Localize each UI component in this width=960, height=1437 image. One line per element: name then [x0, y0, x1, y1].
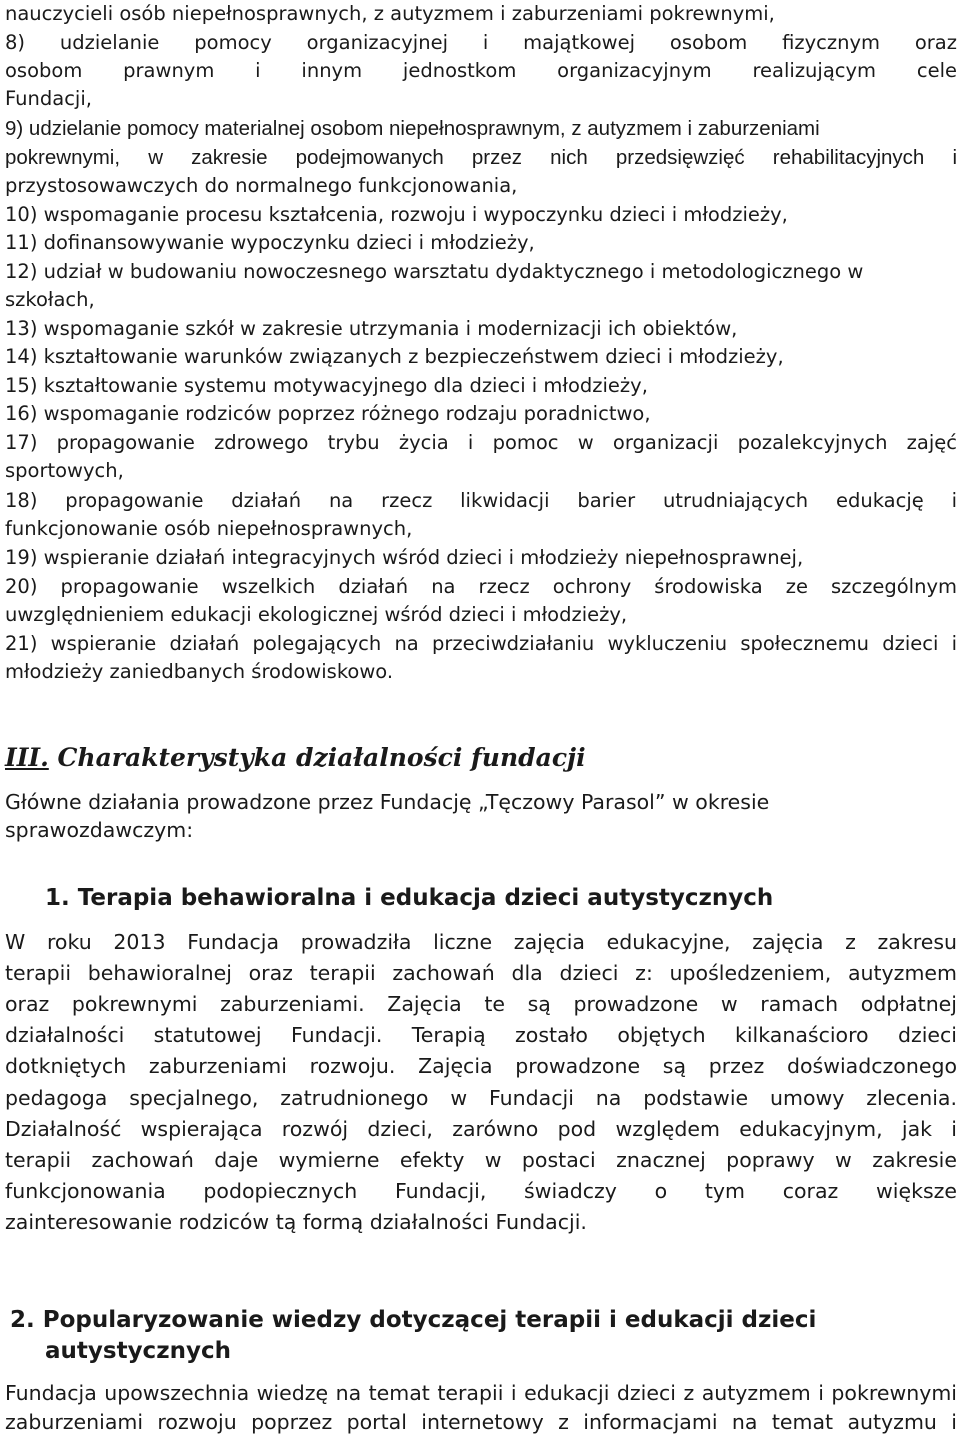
- list-line: 13) wspomaganie szkół w zakresie utrzymania i modernizacji ich obiektów,: [5, 317, 738, 340]
- subsection-heading: 1. Terapia behawioralna i edukacja dzieci autystycznych: [45, 885, 774, 911]
- section-intro: Główne działania prowadzone przez Fundację „Tęczowy Parasol” w okresie: [5, 790, 770, 814]
- list-line: uwzględnieniem edukacji ekologicznej wśród dzieci i młodzieży,: [5, 603, 628, 626]
- body-line: funkcjonowania podopiecznych Fundacji, świadczy o tym coraz większe: [5, 1179, 957, 1203]
- body-line: Fundacja upowszechnia wiedzę na temat terapii i edukacji dzieci z autyzmem i pokrewnymi: [5, 1381, 957, 1405]
- list-line: nauczycieli osób niepełnosprawnych, z autyzmem i zaburzeniami pokrewnymi,: [5, 2, 775, 25]
- list-line: 10) wspomaganie procesu kształcenia, rozwoju i wypoczynku dzieci i młodzieży,: [5, 203, 788, 226]
- list-line: funkcjonowanie osób niepełnosprawnych,: [5, 517, 413, 540]
- body-line: dotkniętych zaburzeniami rozwoju. Zajęcia prowadzone są przez doświadczonego: [5, 1054, 957, 1078]
- list-line: 14) kształtowanie warunków związanych z bezpieczeństwem dzieci i młodzieży,: [5, 345, 784, 368]
- body-line: terapii behawioralnej oraz terapii zachowań dla dzieci z: upośledzeniem, autyzmem: [5, 961, 957, 985]
- section-intro: sprawozdawczym:: [5, 818, 194, 842]
- list-line: 18) propagowanie działań na rzecz likwidacji barier utrudniających edukację i: [5, 489, 957, 512]
- section-title: Charakterystyka działalności fundacji: [57, 743, 586, 772]
- list-line: sportowych,: [5, 459, 124, 482]
- list-line: 9) udzielanie pomocy materialnej osobom niepełnosprawnym, z autyzmem i zaburzeniami: [5, 117, 820, 140]
- list-line: 8) udzielanie pomocy organizacyjnej i majątkowej osobom fizycznym oraz: [5, 31, 957, 54]
- list-line: 17) propagowanie zdrowego trybu życia i pomoc w organizacji pozalekcyjnych zajęć: [5, 431, 957, 454]
- list-line: 11) dofinansowywanie wypoczynku dzieci i młodzieży,: [5, 231, 535, 254]
- list-line: 21) wspieranie działań polegających na przeciwdziałaniu wykluczeniu społecznemu dzieci i: [5, 632, 957, 655]
- list-line: 15) kształtowanie systemu motywacyjnego dla dzieci i młodzieży,: [5, 374, 648, 397]
- body-line: działalności statutowej Fundacji. Terapią zostało objętych kilkanaścioro dzieci: [5, 1023, 957, 1047]
- list-line: szkołach,: [5, 288, 95, 311]
- section-heading: [5, 743, 586, 772]
- section-number: III.: [5, 743, 49, 772]
- list-line: 12) udział w budowaniu nowoczesnego warsztatu dydaktycznego i metodologicznego w: [5, 260, 864, 283]
- list-line: 20) propagowanie wszelkich działań na rzecz ochrony środowiska ze szczególnym: [5, 575, 957, 598]
- body-line: pedagoga specjalnego, zatrudnionego w Fundacji na podstawie umowy zlecenia.: [5, 1086, 957, 1110]
- list-line: Fundacji,: [5, 87, 92, 110]
- body-line: terapii zachowań daje wymierne efekty w postaci znacznej poprawy w zakresie: [5, 1148, 957, 1172]
- body-line: W roku 2013 Fundacja prowadziła liczne zajęcia edukacyjne, zajęcia z zakresu: [5, 930, 957, 954]
- list-line: przystosowawczych do normalnego funkcjonowania,: [5, 174, 518, 197]
- subsection-heading: 2. Popularyzowanie wiedzy dotyczącej terapii i edukacji dzieci: [10, 1307, 817, 1333]
- list-line: młodzieży zaniedbanych środowiskowo.: [5, 660, 394, 683]
- body-line: Działalność wspierająca rozwój dzieci, zarówno pod względem edukacyjnym, jak i: [5, 1117, 957, 1141]
- list-line: osobom prawnym i innym jednostkom organizacyjnym realizującym cele: [5, 59, 957, 82]
- list-line: pokrewnymi, w zakresie podejmowanych przez nich przedsięwzięć rehabilitacyjnych i: [5, 146, 957, 169]
- body-line: zainteresowanie rodziców tą formą działalności Fundacji.: [5, 1210, 587, 1234]
- body-line: zaburzeniami rozwoju poprzez portal internetowy z informacjami na temat autyzmu i: [5, 1410, 957, 1434]
- subsection-heading-cont: autystycznych: [45, 1338, 231, 1364]
- list-line: 19) wspieranie działań integracyjnych wśród dzieci i młodzieży niepełnosprawnej,: [5, 546, 804, 569]
- body-line: oraz pokrewnymi zaburzeniami. Zajęcia te są prowadzone w ramach odpłatnej: [5, 992, 957, 1016]
- list-line: 16) wspomaganie rodziców poprzez różnego rodzaju poradnictwo,: [5, 402, 651, 425]
